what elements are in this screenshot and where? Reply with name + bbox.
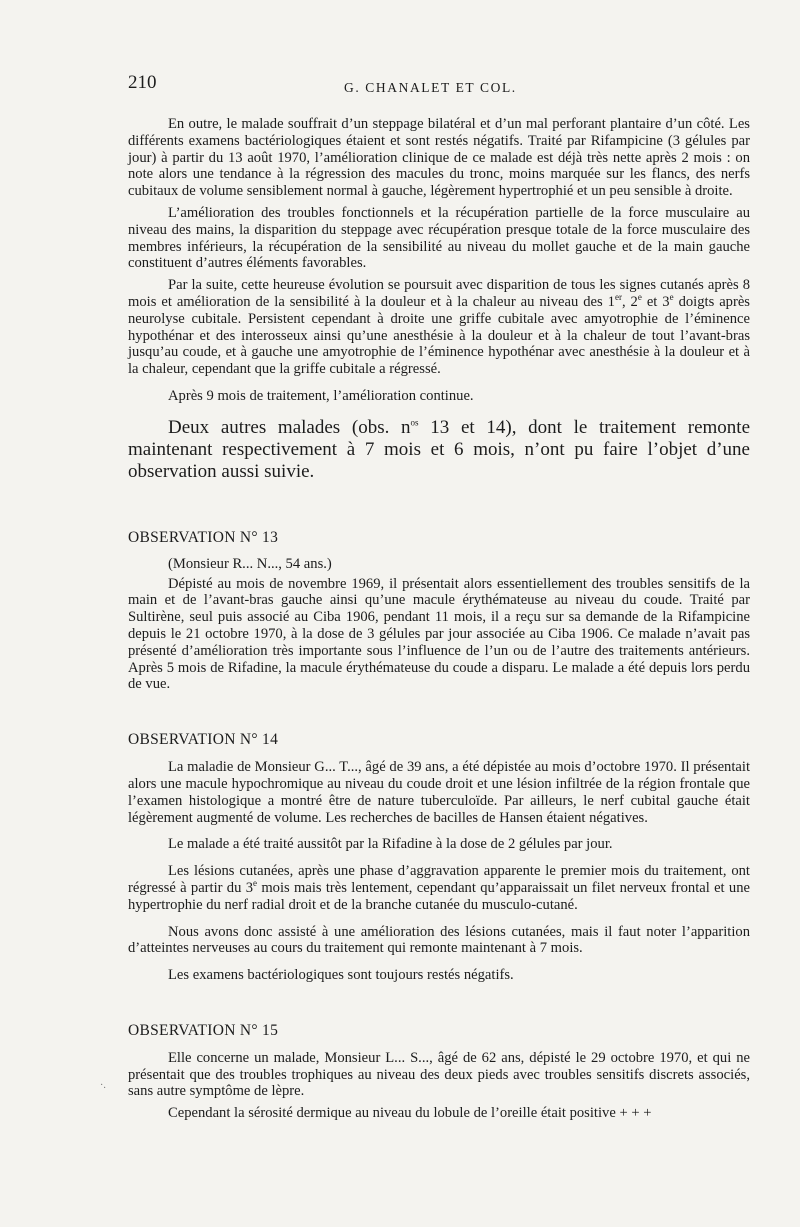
page-header xyxy=(128,72,748,102)
observation-14-paragraph-3 xyxy=(128,863,750,913)
observation-14-paragraph-1: La maladie de Monsieur G... T..., âgé de 39 ans, a été dépistée au mois d’octobre 1970. Il présentait alors une macule hypochromique au niveau du coude droit et une lésion infiltrée de la région frontale que l’examen histologique a montré être de nature tuberculoïde. Par ailleurs, le nerf cubital gauche était légèrement augmenté de volume. Les recherches de bacilles de Hansen étaient négatives. xyxy=(128,759,750,826)
observation-13-paragraph: Dépisté au mois de novembre 1969, il présentait alors essentiellement des troubles sensitifs de la main et de l’avant-bras gauche ainsi qu’une macule érythémateuse au niveau du coude. Traité par Sultirène, seul puis associé au Ciba 1906, pendant 11 mois, il a reçu sur sa demande de la Rifampicine depuis le 21 octobre 1970, à la dose de 3 gélules par jour associée au Ciba 1906. Ce malade n’avait pas présenté d’amélioration très importante sous l’influence de l’un ou de l’autre des traitements antérieurs. Après 5 mois de Rifadine, la macule érythémateuse du coude a disparu. Le malade a été depuis lors perdu de vue. xyxy=(128,575,750,693)
text-run: Par la suite, cette heureuse évolution se poursuit avec disparition de tous les signes cutanés après 8 mois et amélioration de la sensibilité à la douleur et à la chaleur au niveau des 1 xyxy=(128,277,750,310)
intro-paragraph-3 xyxy=(128,277,750,378)
plural-superscript: os xyxy=(410,417,419,428)
intro-paragraph-4: Après 9 mois de traitement, l’amélioration continue. xyxy=(168,387,474,404)
observation-14-paragraph-5: Les examens bactériologiques sont toujours restés négatifs. xyxy=(168,967,514,984)
running-title: G. CHANALET ET COL. xyxy=(344,80,517,95)
text-run: doigts après neurolyse cubitale. Persistent cependant à droite une griffe cubitale avec amyotrophie de l’éminence hypothénar et des interosseux ainsi qu’une anesthésie à la douleur et à la chaleur de tout l’avant-bras jusqu’au coude, et à gauche une amyotrophie de l’éminence hypothénar avec anesthésie à la douleur et à la chaleur, cependant que la griffe cubitale a régressé. xyxy=(128,293,750,378)
page-number: 210 xyxy=(128,72,157,93)
observation-13-heading: OBSERVATION N° 13 xyxy=(128,528,279,546)
observation-14-heading: OBSERVATION N° 14 xyxy=(128,731,279,749)
intro-large-paragraph xyxy=(128,417,750,483)
scan-speck: ·. xyxy=(100,1080,106,1091)
text-run: Deux autres malades (obs. n xyxy=(168,416,411,438)
observation-13-patient: (Monsieur R... N..., 54 ans.) xyxy=(168,555,332,572)
text-run: 13 et 14), dont le traitement remonte maintenant respectivement à 7 mois et 6 mois, n’ont pu faire l’objet d’une observation aussi suivie. xyxy=(128,416,750,482)
ordinal-superscript: er xyxy=(614,292,622,303)
text-run: et 3 xyxy=(641,293,670,310)
observation-15-heading: OBSERVATION N° 15 xyxy=(128,1021,279,1039)
intro-paragraph-2: L’amélioration des troubles fonctionnels et la récupération partielle de la force musculaire au niveau des mains, la disparition du steppage avec récupération presque totale de la force musculaire des membres inférieurs, la récupération de la sensibilité au niveau du mollet gauche et de la main gauche constituent d’autres éléments favorables. xyxy=(128,204,750,272)
intro-paragraph-1: En outre, le malade souffrait d’un steppage bilatéral et d’un mal perforant plantaire d’un côté. Les différents examens bactériologiques étaient et sont restés négatifs. Traité par Rifampicine (3 gélules par jour) à partir du 13 août 1970, l’amélioration clinique de ce malade est déjà très nette après 2 mois : on note alors une tendance à la régression des macules du tronc, moins marquée sur les flancs, des nerfs cubitaux de volume sensiblement normal à gauche, légèrement hypertrophié et un peu sensible à droite. xyxy=(128,116,750,200)
ordinal-superscript: e xyxy=(253,878,258,889)
article-body xyxy=(128,116,750,1122)
observation-15-paragraph-2: Cependant la sérosité dermique au niveau du lobule de l’oreille était positive + + + xyxy=(168,1105,652,1122)
text-run: Les lésions cutanées, après une phase d’aggravation apparente le premier mois du traitement, ont régressé à partir du 3 xyxy=(128,863,750,896)
text-run: mois mais très lentement, cependant qu’apparaissait un filet nerveux frontal et une hypertrophie du nerf radial droit et de la branche cutanée du musculo-cutané. xyxy=(128,879,750,913)
ordinal-superscript: e xyxy=(669,292,674,303)
observation-15-paragraph-1: Elle concerne un malade, Monsieur L... S..., âgé de 62 ans, dépisté le 29 octobre 1970, et qui ne présentait que des troubles trophiques au niveau des deux pieds avec troubles sensitifs discrets associés, sans autre symptôme de lèpre. xyxy=(128,1049,750,1100)
observation-14-paragraph-2: Le malade a été traité aussitôt par la Rifadine à la dose de 2 gélules par jour. xyxy=(168,836,613,853)
observation-14-paragraph-4: Nous avons donc assisté à une amélioration des lésions cutanées, mais il faut noter l’apparition d’atteintes nerveuses au cours du traitement qui remonte maintenant à 7 mois. xyxy=(128,923,750,957)
text-run: , 2 xyxy=(621,293,638,310)
ordinal-superscript: e xyxy=(637,292,642,303)
